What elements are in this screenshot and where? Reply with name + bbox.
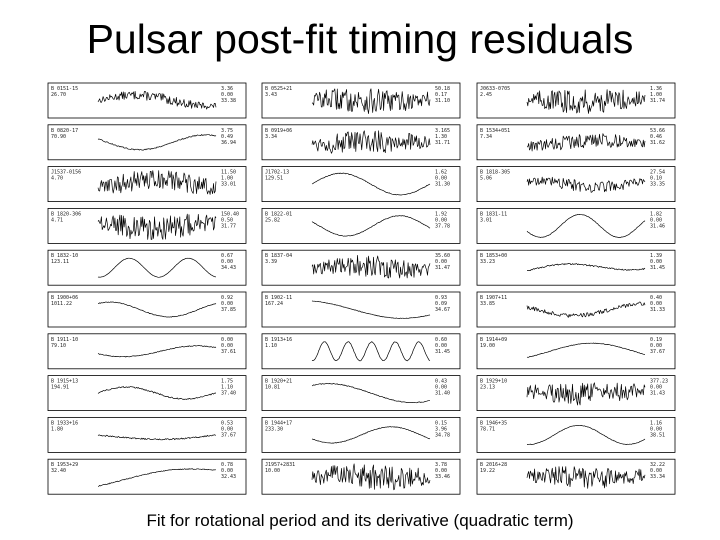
pulsar-stat-2: 0.10 xyxy=(650,175,663,182)
residual-panel-p14 xyxy=(262,250,460,285)
pulsar-left-value: 10.00 xyxy=(265,468,281,475)
pulsar-stat-2: 1.00 xyxy=(650,92,663,98)
pulsar-stat-3: 31.62 xyxy=(650,139,666,146)
pulsar-stat-2: 0.00 xyxy=(221,92,234,98)
pulsar-stat-3: 34.67 xyxy=(435,307,451,313)
pulsar-left-value: 3.01 xyxy=(480,217,493,224)
pulsar-stat-2: 0.00 xyxy=(221,468,234,475)
pulsar-left-value: 70.90 xyxy=(51,133,67,140)
pulsar-stat-1: 1.92 xyxy=(435,211,448,218)
pulsar-left-value: 3.39 xyxy=(265,259,278,266)
pulsar-stat-1: 3.165 xyxy=(435,127,451,134)
pulsar-left-value: 1011.22 xyxy=(51,301,73,307)
pulsar-name: B 1953+29 xyxy=(51,462,79,469)
pulsar-left-value: 5.06 xyxy=(480,175,493,182)
pulsar-stat-3: 33.34 xyxy=(650,474,666,481)
residual-panel-p23 xyxy=(262,376,460,411)
pulsar-name: B 1822-01 xyxy=(265,211,293,218)
pulsar-name: B 1907+11 xyxy=(480,295,508,301)
pulsar-name: B 1915+13 xyxy=(51,378,79,385)
pulsar-stat-2: 0.00 xyxy=(650,426,663,433)
residual-panel-p29 xyxy=(262,459,460,494)
pulsar-stat-3: 31.47 xyxy=(435,265,451,272)
pulsar-name: J0633-0705 xyxy=(480,86,511,92)
pulsar-stat-1: 377.23 xyxy=(650,378,669,385)
pulsar-name: B 1837-04 xyxy=(265,253,293,260)
residual-panel-p19 xyxy=(48,334,246,369)
residual-panel-p2 xyxy=(262,83,460,118)
pulsar-left-value: 79.10 xyxy=(51,342,67,349)
pulsar-stat-2: 0.00 xyxy=(650,468,663,475)
pulsar-name: B 0820-17 xyxy=(51,127,79,134)
pulsar-stat-3: 37.67 xyxy=(221,432,237,439)
pulsar-left-value: 123.11 xyxy=(51,259,70,266)
pulsar-stat-2: 0.00 xyxy=(221,426,234,433)
slide-caption: Fit for rotational period and its derivative (quadratic term) xyxy=(146,511,574,530)
pulsar-stat-1: 0.67 xyxy=(221,253,234,260)
pulsar-left-value: 10.81 xyxy=(265,384,281,391)
pulsar-stat-1: 50.18 xyxy=(435,86,451,92)
pulsar-stat-3: 31.43 xyxy=(650,390,666,397)
pulsar-stat-3: 31.45 xyxy=(650,265,666,272)
pulsar-left-value: 7.34 xyxy=(480,133,493,140)
pulsar-stat-2: 0.00 xyxy=(435,342,448,349)
pulsar-name: J1537-0156 xyxy=(51,169,82,176)
pulsar-left-value: 33.85 xyxy=(480,301,496,307)
pulsar-stat-3: 31.45 xyxy=(435,348,451,355)
pulsar-stat-2: 0.00 xyxy=(650,259,663,266)
pulsar-left-value: 1.10 xyxy=(265,342,278,349)
pulsar-stat-2: 0.17 xyxy=(435,92,448,98)
pulsar-stat-3: 31.77 xyxy=(221,223,237,230)
pulsar-left-value: 194.91 xyxy=(51,384,70,391)
pulsar-stat-1: 3.36 xyxy=(221,86,234,92)
pulsar-stat-2: 0.49 xyxy=(221,133,234,140)
pulsar-name: B 1911-10 xyxy=(51,336,79,343)
pulsar-stat-2: 0.00 xyxy=(650,342,663,349)
pulsar-stat-2: 0.00 xyxy=(221,342,234,349)
pulsar-left-value: 4.70 xyxy=(51,175,64,182)
pulsar-stat-3: 37.85 xyxy=(221,307,237,313)
pulsar-left-value: 25.82 xyxy=(265,217,281,224)
pulsar-name: J1702-13 xyxy=(265,169,290,176)
pulsar-stat-2: 0.00 xyxy=(435,384,448,391)
pulsar-stat-3: 37.40 xyxy=(221,390,237,397)
pulsar-stat-1: 35.60 xyxy=(435,253,451,260)
pulsar-left-value: 23.13 xyxy=(480,384,496,391)
pulsar-stat-1: 0.15 xyxy=(435,420,448,427)
residual-panel-p17 xyxy=(262,292,460,327)
pulsar-stat-2: 0.00 xyxy=(435,175,448,182)
pulsar-stat-1: 3.78 xyxy=(435,462,448,469)
residual-panel-p20 xyxy=(262,334,460,369)
pulsar-stat-2: 0.46 xyxy=(650,133,663,140)
pulsar-left-value: 129.51 xyxy=(265,175,284,182)
pulsar-stat-2: 0.00 xyxy=(650,384,663,391)
pulsar-stat-3: 33.46 xyxy=(435,474,451,481)
pulsar-stat-1: 0.92 xyxy=(221,295,234,301)
pulsar-stat-1: 0.00 xyxy=(221,336,234,343)
residual-panel-p11 xyxy=(262,208,460,243)
residual-panel-p18 xyxy=(477,292,675,327)
pulsar-stat-1: 1.75 xyxy=(221,378,234,385)
pulsar-stat-2: 0.09 xyxy=(435,301,448,307)
residual-panel-p1 xyxy=(48,83,246,118)
pulsar-stat-2: 0.50 xyxy=(221,217,234,224)
pulsar-name: B 1920+21 xyxy=(265,378,293,385)
pulsar-stat-1: 11.50 xyxy=(221,169,237,176)
pulsar-stat-3: 37.78 xyxy=(435,223,451,230)
pulsar-stat-1: 1.82 xyxy=(650,211,663,218)
pulsar-left-value: 19.00 xyxy=(480,342,496,349)
pulsar-name: B 1913+16 xyxy=(265,336,293,343)
pulsar-name: B 1902-11 xyxy=(265,295,293,301)
pulsar-left-value: 78.71 xyxy=(480,426,496,433)
pulsar-stat-2: 0.00 xyxy=(221,259,234,266)
pulsar-left-value: 167.24 xyxy=(265,301,284,307)
pulsar-stat-1: 3.75 xyxy=(221,127,234,134)
pulsar-stat-1: 32.22 xyxy=(650,462,666,469)
pulsar-name: B 1534+051 xyxy=(480,127,511,134)
slide-title: Pulsar post-fit timing residuals xyxy=(86,16,634,62)
pulsar-stat-3: 37.67 xyxy=(650,348,666,355)
pulsar-stat-2: 1.30 xyxy=(435,133,448,140)
pulsar-name: B 0151-15 xyxy=(51,86,79,92)
pulsar-left-value: 32.40 xyxy=(51,468,67,475)
residual-panel-p26 xyxy=(262,417,460,452)
residual-panel-p22 xyxy=(48,376,246,411)
pulsar-stat-1: 0.93 xyxy=(435,295,448,301)
pulsar-stat-3: 31.33 xyxy=(650,307,666,313)
pulsar-stat-1: 0.40 xyxy=(650,295,663,301)
residual-panel-p6 xyxy=(477,125,675,160)
pulsar-stat-2: 0.00 xyxy=(221,301,234,307)
pulsar-name: B 1929+10 xyxy=(480,378,508,385)
pulsar-stat-1: 1.62 xyxy=(435,169,448,176)
pulsar-stat-3: 36.94 xyxy=(221,139,237,146)
residual-panel-p24 xyxy=(477,376,675,411)
pulsar-stat-1: 1.36 xyxy=(650,86,663,92)
residual-panel-p28 xyxy=(48,459,246,494)
pulsar-stat-3: 33.35 xyxy=(650,181,666,188)
pulsar-stat-3: 33.01 xyxy=(221,181,237,188)
pulsar-name: B 1831-11 xyxy=(480,211,508,218)
residual-panel-p8 xyxy=(262,167,460,202)
pulsar-stat-1: 150.40 xyxy=(221,211,240,218)
pulsar-name: B 1944+17 xyxy=(265,420,293,427)
pulsar-stat-1: 0.53 xyxy=(221,420,234,427)
pulsar-stat-2: 0.00 xyxy=(435,217,448,224)
pulsar-stat-1: 1.39 xyxy=(650,253,663,260)
pulsar-left-value: 33.23 xyxy=(480,259,496,266)
residual-panel-p15 xyxy=(477,250,675,285)
pulsar-stat-3: 31.46 xyxy=(650,223,666,230)
pulsar-stat-2: 0.00 xyxy=(435,259,448,266)
residual-panel-p4 xyxy=(48,125,246,160)
pulsar-name: B 1832-10 xyxy=(51,253,79,260)
pulsar-left-value: 19.22 xyxy=(480,468,496,475)
pulsar-stat-2: 1.00 xyxy=(221,175,234,182)
pulsar-name: B 1946+35 xyxy=(480,420,508,427)
residual-panel-p25 xyxy=(48,417,246,452)
residual-panel-p30 xyxy=(477,459,675,494)
pulsar-left-value: 3.34 xyxy=(265,133,278,140)
pulsar-stat-1: 53.66 xyxy=(650,127,666,134)
pulsar-stat-3: 37.61 xyxy=(221,348,237,355)
pulsar-stat-1: 0.78 xyxy=(221,462,234,469)
pulsar-stat-1: 1.16 xyxy=(650,420,663,427)
pulsar-stat-3: 31.74 xyxy=(650,98,666,104)
pulsar-stat-1: 0.60 xyxy=(435,336,448,343)
pulsar-stat-3: 31.30 xyxy=(435,181,451,188)
pulsar-left-value: 1.80 xyxy=(51,426,64,433)
pulsar-stat-3: 38.51 xyxy=(650,432,666,439)
pulsar-left-value: 26.70 xyxy=(51,92,67,98)
pulsar-stat-3: 31.10 xyxy=(435,98,451,104)
pulsar-stat-2: 1.10 xyxy=(221,384,234,391)
pulsar-name: B 1818-305 xyxy=(480,169,511,176)
pulsar-name: B 1820-306 xyxy=(51,211,82,218)
pulsar-stat-3: 32.43 xyxy=(221,474,237,481)
pulsar-stat-2: 0.00 xyxy=(650,217,663,224)
residual-panel-p12 xyxy=(477,208,675,243)
pulsar-stat-3: 31.40 xyxy=(435,390,451,397)
residual-panel-p9 xyxy=(477,167,675,202)
pulsar-stat-2: 0.00 xyxy=(435,468,448,475)
pulsar-name: B 0525+21 xyxy=(265,86,293,92)
residual-panel-p16 xyxy=(48,292,246,327)
pulsar-stat-2: 0.00 xyxy=(650,301,663,307)
pulsar-stat-2: 3.96 xyxy=(435,426,448,433)
pulsar-stat-1: 0.43 xyxy=(435,378,448,385)
pulsar-name: B 2016+28 xyxy=(480,462,508,469)
residual-panel-p13 xyxy=(48,250,246,285)
residual-panel-p5 xyxy=(262,125,460,160)
pulsar-stat-3: 34.43 xyxy=(221,265,237,272)
pulsar-left-value: 2.45 xyxy=(480,92,493,98)
pulsar-name: B 1914+09 xyxy=(480,336,508,343)
pulsar-left-value: 233.30 xyxy=(265,426,284,433)
pulsar-left-value: 3.43 xyxy=(265,92,278,98)
residual-panel-p10 xyxy=(48,208,246,243)
pulsar-name: B 1853+00 xyxy=(480,253,508,260)
pulsar-stat-3: 31.71 xyxy=(435,139,451,146)
pulsar-name: B 1900+06 xyxy=(51,295,79,301)
pulsar-stat-1: 0.19 xyxy=(650,336,663,343)
pulsar-name: B 0919+06 xyxy=(265,127,293,134)
residual-panel-p27 xyxy=(477,417,675,452)
pulsar-stat-3: 34.78 xyxy=(435,432,451,439)
pulsar-name: J1957+2831 xyxy=(265,462,296,469)
residual-panel-p7 xyxy=(48,167,246,202)
pulsar-left-value: 4.71 xyxy=(51,217,64,224)
panel-frame xyxy=(262,167,460,202)
pulsar-stat-1: 27.54 xyxy=(650,169,666,176)
pulsar-stat-3: 33.38 xyxy=(221,98,237,104)
pulsar-name: B 1933+16 xyxy=(51,420,79,427)
residual-panel-p3 xyxy=(477,83,675,118)
residual-panel-p21 xyxy=(477,334,675,369)
